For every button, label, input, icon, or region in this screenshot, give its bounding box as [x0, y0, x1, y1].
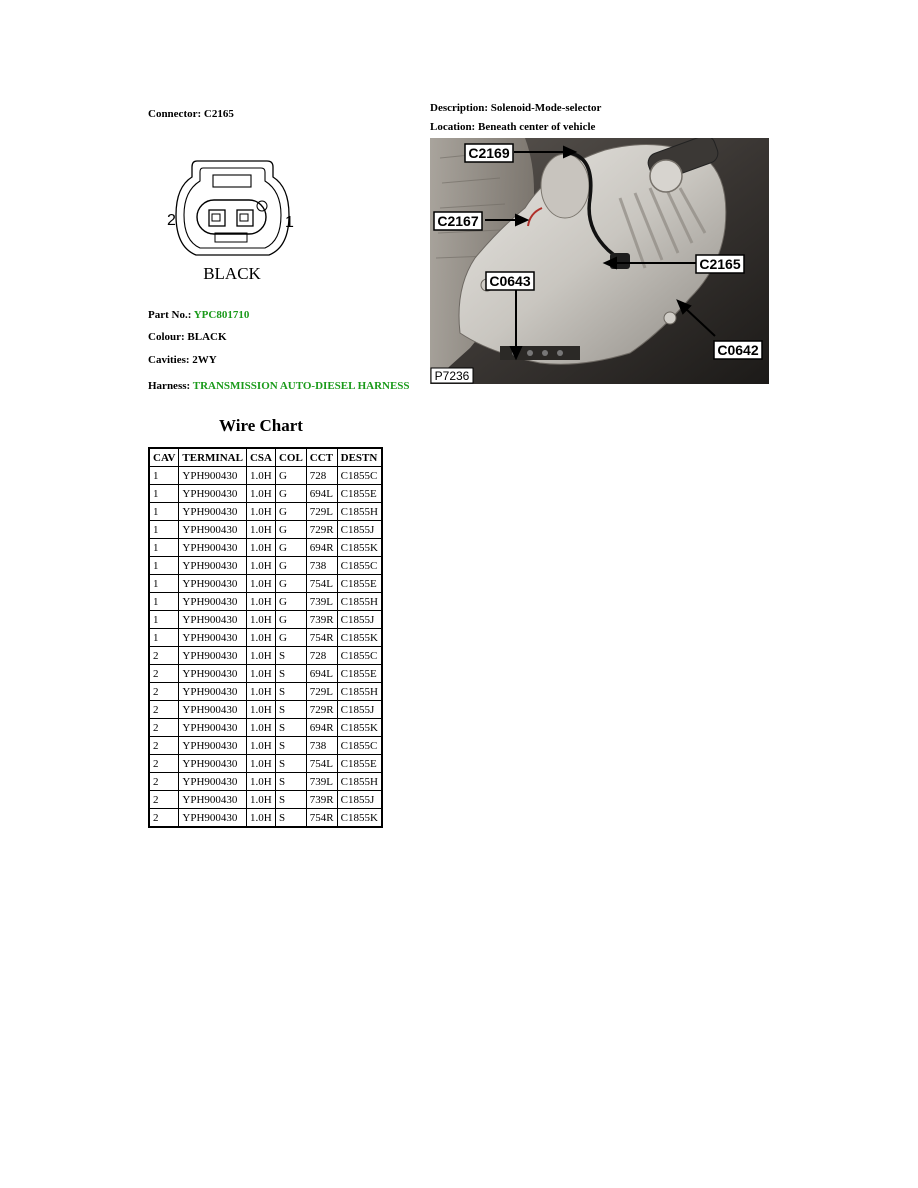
table-cell-destn: C1855J: [337, 611, 382, 629]
table-cell-cav: 2: [149, 809, 179, 828]
figure-id: P7236: [434, 369, 470, 383]
table-cell-csa: 1.0H: [246, 611, 275, 629]
table-cell-destn: C1855C: [337, 647, 382, 665]
harness-label: Harness:: [148, 380, 191, 392]
table-cell-col: G: [275, 521, 306, 539]
description-value: Solenoid-Mode-selector: [490, 102, 602, 114]
table-cell-cav: 1: [149, 629, 179, 647]
table-cell-destn: C1855H: [337, 683, 382, 701]
table-cell-cct: 728: [306, 647, 337, 665]
cavities-line: [148, 354, 217, 366]
table-cell-destn: C1855J: [337, 791, 382, 809]
table-cell-cct: 694R: [306, 719, 337, 737]
table-cell-cct: 754L: [306, 575, 337, 593]
column-header-cav: CAV: [149, 448, 179, 467]
table-row: [149, 521, 382, 539]
table-cell-cct: 729L: [306, 683, 337, 701]
table-row: [149, 737, 382, 755]
pin-number-left: 2: [167, 212, 176, 229]
callout-c2169: C2169: [468, 145, 510, 161]
table-cell-csa: 1.0H: [246, 773, 275, 791]
table-cell-destn: C1855H: [337, 503, 382, 521]
table-cell-csa: 1.0H: [246, 683, 275, 701]
table-cell-csa: 1.0H: [246, 503, 275, 521]
harness-line: [148, 380, 410, 392]
column-header-cct: CCT: [306, 448, 337, 467]
table-cell-col: S: [275, 737, 306, 755]
column-header-destn: DESTN: [337, 448, 382, 467]
connector-value: C2165: [203, 108, 234, 120]
table-cell-col: G: [275, 575, 306, 593]
table-cell-terminal: YPH900430: [179, 521, 247, 539]
column-header-col: COL: [275, 448, 306, 467]
table-cell-col: S: [275, 755, 306, 773]
table-row: [149, 467, 382, 485]
callout-c2165: C2165: [699, 256, 741, 272]
description-label: Description:: [430, 102, 489, 114]
diagram-color-text: BLACK: [203, 264, 261, 283]
selector-motor: [541, 154, 589, 218]
table-cell-cav: 2: [149, 647, 179, 665]
table-cell-destn: C1855E: [337, 575, 382, 593]
location-photo: [430, 138, 769, 384]
table-cell-terminal: YPH900430: [179, 467, 247, 485]
pin-2-cavity: [209, 210, 225, 226]
table-cell-col: S: [275, 647, 306, 665]
table-cell-terminal: YPH900430: [179, 665, 247, 683]
table-cell-csa: 1.0H: [246, 755, 275, 773]
table-cell-terminal: YPH900430: [179, 791, 247, 809]
table-cell-cav: 2: [149, 773, 179, 791]
table-row: [149, 593, 382, 611]
table-header-row: [149, 448, 382, 467]
location-label: Location:: [430, 121, 476, 133]
table-cell-terminal: YPH900430: [179, 701, 247, 719]
table-cell-cct: 694L: [306, 665, 337, 683]
table-cell-terminal: YPH900430: [179, 575, 247, 593]
table-cell-cct: 729L: [306, 503, 337, 521]
table-cell-cct: 739L: [306, 773, 337, 791]
part-no-line: [148, 309, 249, 321]
table-cell-col: S: [275, 719, 306, 737]
table-cell-cav: 1: [149, 557, 179, 575]
table-cell-csa: 1.0H: [246, 647, 275, 665]
table-row: [149, 755, 382, 773]
table-cell-destn: C1855C: [337, 557, 382, 575]
table-cell-cav: 1: [149, 521, 179, 539]
table-cell-col: G: [275, 629, 306, 647]
table-cell-csa: 1.0H: [246, 719, 275, 737]
table-cell-cct: 754R: [306, 629, 337, 647]
table-cell-cav: 2: [149, 665, 179, 683]
table-cell-csa: 1.0H: [246, 809, 275, 828]
table-row: [149, 791, 382, 809]
table-row: [149, 485, 382, 503]
table-cell-cav: 2: [149, 683, 179, 701]
table-cell-col: G: [275, 539, 306, 557]
table-cell-destn: C1855K: [337, 809, 382, 828]
table-cell-destn: C1855J: [337, 521, 382, 539]
table-cell-cav: 2: [149, 791, 179, 809]
pin-carrier: [197, 200, 266, 234]
table-cell-col: S: [275, 701, 306, 719]
table-cell-cct: 738: [306, 737, 337, 755]
callout-c0643: C0643: [489, 273, 531, 289]
table-cell-cct: 694L: [306, 485, 337, 503]
table-cell-col: G: [275, 611, 306, 629]
pin-1-cavity: [237, 210, 253, 226]
table-row: [149, 647, 382, 665]
table-cell-csa: 1.0H: [246, 593, 275, 611]
table-cell-col: S: [275, 665, 306, 683]
table-cell-csa: 1.0H: [246, 575, 275, 593]
table-cell-cav: 2: [149, 737, 179, 755]
table-cell-csa: 1.0H: [246, 521, 275, 539]
table-cell-cav: 2: [149, 719, 179, 737]
harness-link[interactable]: TRANSMISSION AUTO-DIESEL HARNESS: [192, 380, 410, 392]
table-cell-cav: 1: [149, 575, 179, 593]
pin-number-right: 1: [285, 214, 294, 231]
table-cell-destn: C1855J: [337, 701, 382, 719]
table-cell-cav: 1: [149, 593, 179, 611]
connector-line: [148, 108, 234, 120]
table-cell-terminal: YPH900430: [179, 737, 247, 755]
cavities-value: 2WY: [192, 354, 217, 366]
table-cell-cct: 739L: [306, 593, 337, 611]
table-cell-terminal: YPH900430: [179, 539, 247, 557]
table-cell-cav: 1: [149, 467, 179, 485]
table-cell-cct: 754L: [306, 755, 337, 773]
connector-latch: [213, 175, 251, 187]
table-cell-terminal: YPH900430: [179, 629, 247, 647]
wire-chart-title: Wire Chart: [219, 416, 303, 435]
table-cell-csa: 1.0H: [246, 485, 275, 503]
table-cell-cav: 1: [149, 539, 179, 557]
table-cell-terminal: YPH900430: [179, 809, 247, 828]
table-cell-terminal: YPH900430: [179, 593, 247, 611]
table-row: [149, 773, 382, 791]
table-body: [149, 467, 382, 828]
colour-label: Colour:: [148, 331, 185, 343]
table-cell-csa: 1.0H: [246, 557, 275, 575]
table-cell-destn: C1855K: [337, 539, 382, 557]
table-row: [149, 557, 382, 575]
table-row: [149, 701, 382, 719]
table-cell-csa: 1.0H: [246, 737, 275, 755]
table-cell-col: S: [275, 809, 306, 828]
table-cell-destn: C1855E: [337, 665, 382, 683]
table-cell-cct: 739R: [306, 611, 337, 629]
table-cell-destn: C1855H: [337, 773, 382, 791]
table-cell-col: S: [275, 773, 306, 791]
table-cell-terminal: YPH900430: [179, 611, 247, 629]
table-cell-col: S: [275, 683, 306, 701]
table-row: [149, 611, 382, 629]
table-cell-terminal: YPH900430: [179, 773, 247, 791]
table-cell-csa: 1.0H: [246, 539, 275, 557]
callout-c2167: C2167: [437, 213, 479, 229]
table-cell-cct: 739R: [306, 791, 337, 809]
table-cell-col: G: [275, 593, 306, 611]
table-cell-csa: 1.0H: [246, 665, 275, 683]
table-cell-cct: 694R: [306, 539, 337, 557]
location-value: Beneath center of vehicle: [477, 121, 596, 133]
cavities-label: Cavities:: [148, 354, 190, 366]
column-header-csa: CSA: [246, 448, 275, 467]
table-cell-destn: C1855E: [337, 755, 382, 773]
table-cell-cct: 754R: [306, 809, 337, 828]
connector-face-diagram: [165, 155, 300, 285]
table-row: [149, 629, 382, 647]
table-cell-destn: C1855H: [337, 593, 382, 611]
table-cell-cct: 729R: [306, 701, 337, 719]
table-cell-col: S: [275, 791, 306, 809]
table-cell-terminal: YPH900430: [179, 503, 247, 521]
table-row: [149, 503, 382, 521]
table-cell-terminal: YPH900430: [179, 647, 247, 665]
table-cell-destn: C1855E: [337, 485, 382, 503]
table-cell-terminal: YPH900430: [179, 755, 247, 773]
table-cell-csa: 1.0H: [246, 701, 275, 719]
table-cell-csa: 1.0H: [246, 791, 275, 809]
table-cell-destn: C1855K: [337, 629, 382, 647]
pin-1-terminal: [240, 214, 248, 221]
description-line: [430, 102, 601, 114]
connector-label: Connector:: [148, 108, 202, 120]
callout-c0642: C0642: [717, 342, 759, 358]
table-cell-destn: C1855K: [337, 719, 382, 737]
pin-2-terminal: [212, 214, 220, 221]
table-cell-csa: 1.0H: [246, 467, 275, 485]
colour-line: [148, 331, 227, 343]
table-row: [149, 539, 382, 557]
table-cell-terminal: YPH900430: [179, 683, 247, 701]
table-cell-cav: 1: [149, 611, 179, 629]
wire-chart-table: [148, 447, 383, 828]
table-row: [149, 665, 382, 683]
table-cell-terminal: YPH900430: [179, 719, 247, 737]
table-cell-cav: 1: [149, 485, 179, 503]
part-no-label: Part No.:: [148, 309, 192, 321]
table-row: [149, 719, 382, 737]
colour-value: BLACK: [187, 331, 227, 343]
table-cell-cav: 1: [149, 503, 179, 521]
column-header-terminal: TERMINAL: [179, 448, 247, 467]
table-row: [149, 575, 382, 593]
table-cell-col: G: [275, 503, 306, 521]
table-cell-terminal: YPH900430: [179, 557, 247, 575]
table-cell-csa: 1.0H: [246, 629, 275, 647]
table-cell-terminal: YPH900430: [179, 485, 247, 503]
table-cell-col: G: [275, 467, 306, 485]
table-cell-cct: 728: [306, 467, 337, 485]
table-cell-col: G: [275, 485, 306, 503]
table-cell-cct: 738: [306, 557, 337, 575]
table-cell-cct: 729R: [306, 521, 337, 539]
table-cell-cav: 2: [149, 701, 179, 719]
table-cell-cav: 2: [149, 755, 179, 773]
part-no-link[interactable]: YPC801710: [193, 309, 250, 321]
table-cell-destn: C1855C: [337, 737, 382, 755]
table-row: [149, 683, 382, 701]
table-row: [149, 809, 382, 828]
table-cell-destn: C1855C: [337, 467, 382, 485]
table-cell-col: G: [275, 557, 306, 575]
location-line: [430, 121, 595, 133]
